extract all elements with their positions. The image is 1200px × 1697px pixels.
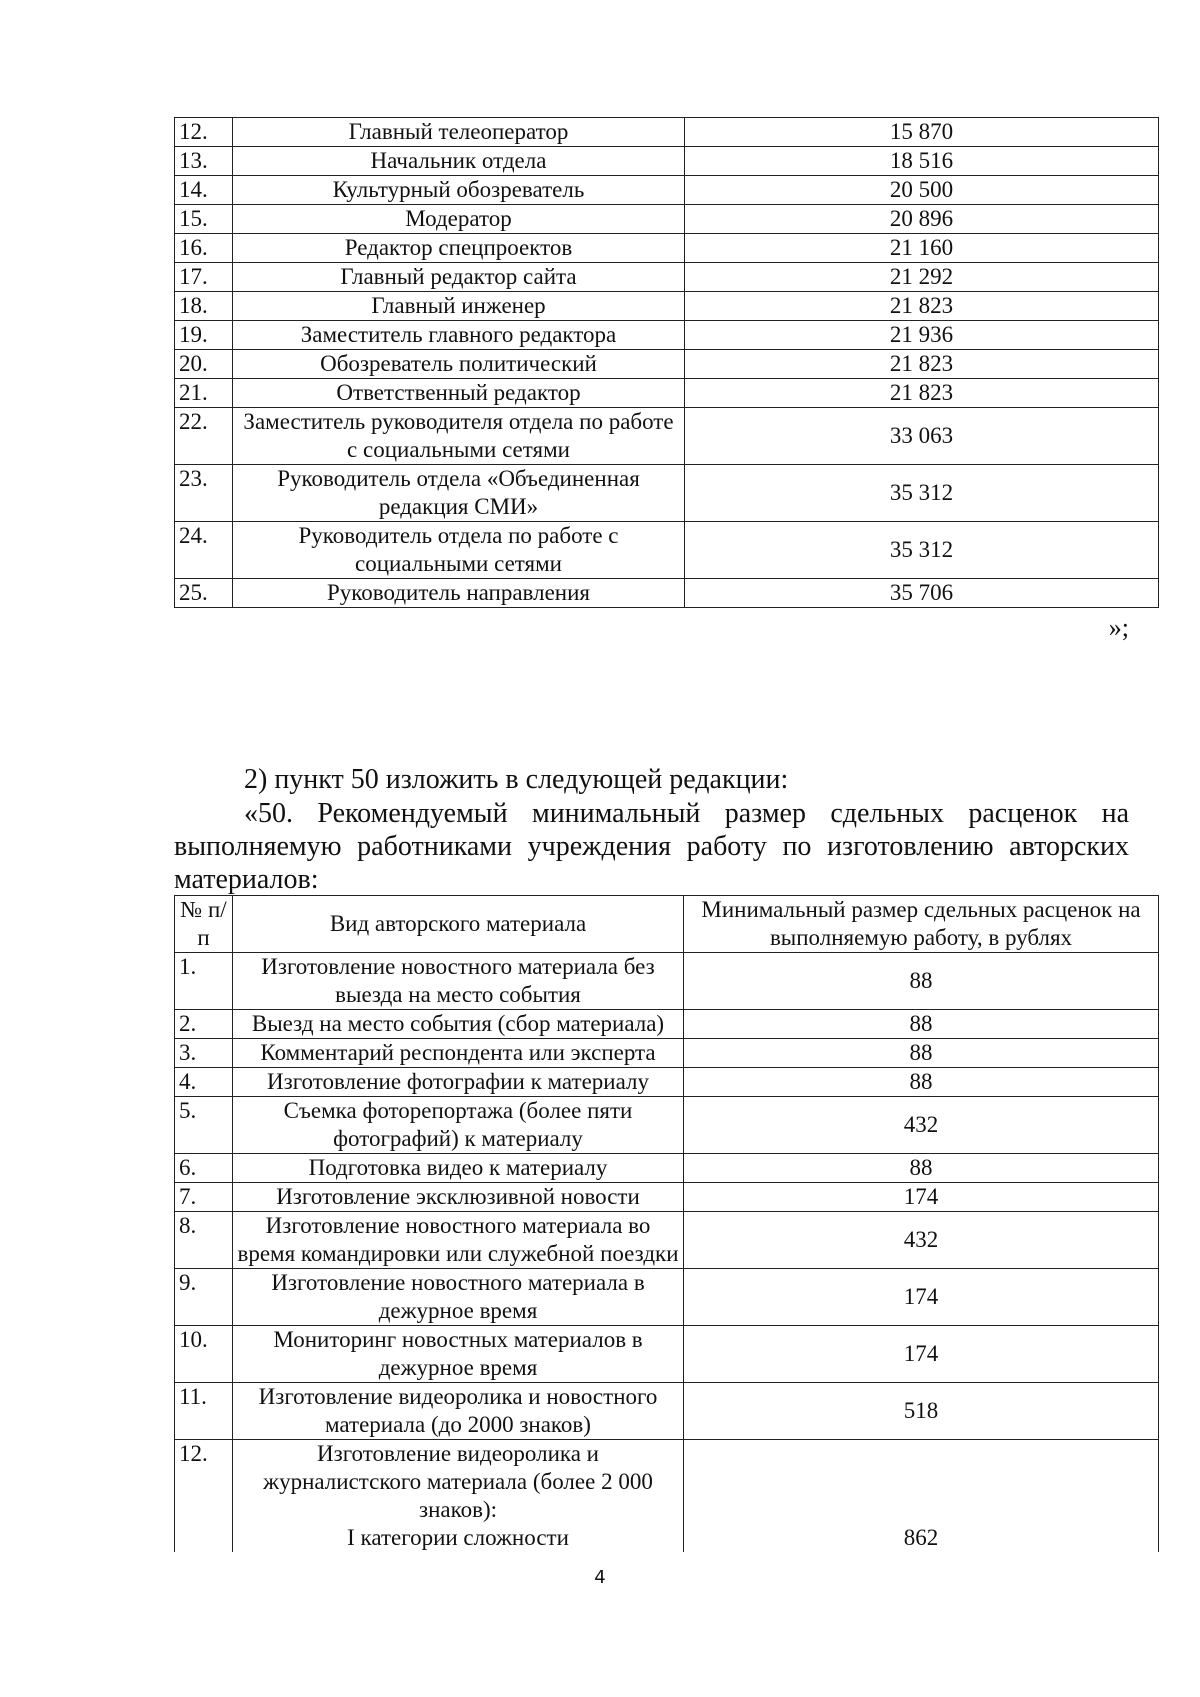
- table-row: [175, 234, 1159, 263]
- table-row: [175, 953, 1159, 1010]
- position-name: Модератор: [233, 205, 685, 234]
- rate-value: 518: [684, 1383, 1159, 1440]
- material-type: Подготовка видео к материалу: [233, 1154, 684, 1183]
- row-number: 1.: [175, 953, 233, 1010]
- table-row: [175, 1212, 1159, 1269]
- row-number: 3.: [175, 1039, 233, 1068]
- row-number: 13.: [175, 147, 233, 176]
- complexity-category: I категории сложности: [347, 1525, 569, 1550]
- material-type: Изготовление новостного материала в дежурное время: [233, 1269, 684, 1326]
- row-number: 22.: [175, 408, 233, 465]
- rate-value: 174: [684, 1183, 1159, 1212]
- row-number: 9.: [175, 1269, 233, 1326]
- table-row: [175, 147, 1159, 176]
- row-number: 21.: [175, 379, 233, 408]
- material-type: Выезд на место события (сбор материала): [233, 1010, 684, 1039]
- rates-table: [174, 895, 1159, 1552]
- row-number: 8.: [175, 1212, 233, 1269]
- position-name: Главный редактор сайта: [233, 263, 685, 292]
- salary-value: 15 870: [685, 118, 1159, 147]
- table-row: [175, 379, 1159, 408]
- position-name: Главный инженер: [233, 292, 685, 321]
- position-name: Главный телеоператор: [233, 118, 685, 147]
- table-row: [175, 522, 1159, 579]
- header-type: Вид авторского материала: [233, 896, 684, 953]
- material-type: Изготовление видеоролика и новостного материала (до 2000 знаков): [233, 1383, 684, 1440]
- table-row: [175, 1154, 1159, 1183]
- salary-value: 33 063: [685, 408, 1159, 465]
- row-number: 5.: [175, 1097, 233, 1154]
- salary-value: 21 936: [685, 321, 1159, 350]
- material-type: [233, 1440, 684, 1553]
- material-type: Изготовление эксклюзивной новости: [233, 1183, 684, 1212]
- header-num: № п/п: [175, 896, 233, 953]
- row-number: 6.: [175, 1154, 233, 1183]
- salary-value: 35 312: [685, 465, 1159, 522]
- row-number: 7.: [175, 1183, 233, 1212]
- row-number: 23.: [175, 465, 233, 522]
- salary-value: 20 896: [685, 205, 1159, 234]
- material-type-text: Изготовление видеоролика и журналистского материала (более 2 000 знаков):: [263, 1441, 653, 1522]
- position-name: Обозреватель политический: [233, 350, 685, 379]
- material-type: Комментарий респондента или эксперта: [233, 1039, 684, 1068]
- table-header-row: [175, 896, 1159, 953]
- row-number: 10.: [175, 1326, 233, 1383]
- table-row: [175, 1010, 1159, 1039]
- table-row: [175, 350, 1159, 379]
- amendment-point: 2) пункт 50 изложить в следующей редакции:: [244, 764, 789, 795]
- point-50-text: «50. Рекомендуемый минимальный размер сдельных расценок на выполняемую работниками учреждения работу по изготовлению авторских материалов:: [174, 798, 1129, 895]
- position-name: Руководитель направления: [233, 579, 685, 608]
- material-type: Изготовление фотографии к материалу: [233, 1068, 684, 1097]
- position-name: Руководитель отдела по работе с социальными сетями: [233, 522, 685, 579]
- material-type: Изготовление новостного материала во время командировки или служебной поездки: [233, 1212, 684, 1269]
- row-number: 19.: [175, 321, 233, 350]
- table-row: [175, 579, 1159, 608]
- salary-value: 18 516: [685, 147, 1159, 176]
- table-row: [175, 292, 1159, 321]
- position-name: Редактор спецпроектов: [233, 234, 685, 263]
- salary-table: [174, 117, 1159, 608]
- row-number: 12.: [175, 118, 233, 147]
- position-name: Заместитель главного редактора: [233, 321, 685, 350]
- row-number: 4.: [175, 1068, 233, 1097]
- rate-value: 174: [684, 1326, 1159, 1383]
- rate-value: 432: [684, 1097, 1159, 1154]
- table-row: [175, 118, 1159, 147]
- material-type: Съемка фоторепортажа (более пяти фотографий) к материалу: [233, 1097, 684, 1154]
- position-name: Ответственный редактор: [233, 379, 685, 408]
- row-number: 17.: [175, 263, 233, 292]
- table-row: [175, 1326, 1159, 1383]
- row-number: 24.: [175, 522, 233, 579]
- table-row: [175, 263, 1159, 292]
- row-number: 18.: [175, 292, 233, 321]
- position-name: Руководитель отдела «Объединенная редакция СМИ»: [233, 465, 685, 522]
- salary-value: 21 823: [685, 292, 1159, 321]
- rate-value: 174: [684, 1269, 1159, 1326]
- material-type: Мониторинг новостных материалов в дежурное время: [233, 1326, 684, 1383]
- table-row: [175, 1440, 1159, 1553]
- table-row: [175, 1097, 1159, 1154]
- rate-value: 88: [684, 953, 1159, 1010]
- header-rate: Минимальный размер сдельных расценок на выполняемую работу, в рублях: [684, 896, 1159, 953]
- position-name: Заместитель руководителя отдела по работе с социальными сетями: [233, 408, 685, 465]
- material-type: Изготовление новостного материала без выезда на место события: [233, 953, 684, 1010]
- closing-quote: »;: [1108, 613, 1129, 642]
- table-row: [175, 465, 1159, 522]
- table-row: [175, 321, 1159, 350]
- table-row: [175, 1383, 1159, 1440]
- rate-value: 88: [684, 1010, 1159, 1039]
- table-row: [175, 408, 1159, 465]
- rate-value: 88: [684, 1068, 1159, 1097]
- row-number: 14.: [175, 176, 233, 205]
- salary-value: 20 500: [685, 176, 1159, 205]
- row-number: 12.: [175, 1440, 233, 1553]
- position-name: Начальник отдела: [233, 147, 685, 176]
- rate-value: 432: [684, 1212, 1159, 1269]
- page-number: 4: [594, 1567, 606, 1588]
- row-number: 16.: [175, 234, 233, 263]
- salary-value: 21 823: [685, 379, 1159, 408]
- position-name: Культурный обозреватель: [233, 176, 685, 205]
- row-number: 11.: [175, 1383, 233, 1440]
- salary-value: 21 823: [685, 350, 1159, 379]
- salary-value: 21 292: [685, 263, 1159, 292]
- table-row: [175, 176, 1159, 205]
- rate-value: 88: [684, 1039, 1159, 1068]
- table-row: [175, 1039, 1159, 1068]
- table-row: [175, 205, 1159, 234]
- rate-value: 862: [684, 1440, 1159, 1553]
- row-number: 2.: [175, 1010, 233, 1039]
- row-number: 15.: [175, 205, 233, 234]
- row-number: 20.: [175, 350, 233, 379]
- rate-value: 88: [684, 1154, 1159, 1183]
- table-row: [175, 1269, 1159, 1326]
- salary-value: 35 312: [685, 522, 1159, 579]
- table-row: [175, 1068, 1159, 1097]
- row-number: 25.: [175, 579, 233, 608]
- table-row: [175, 1183, 1159, 1212]
- salary-value: 35 706: [685, 579, 1159, 608]
- salary-value: 21 160: [685, 234, 1159, 263]
